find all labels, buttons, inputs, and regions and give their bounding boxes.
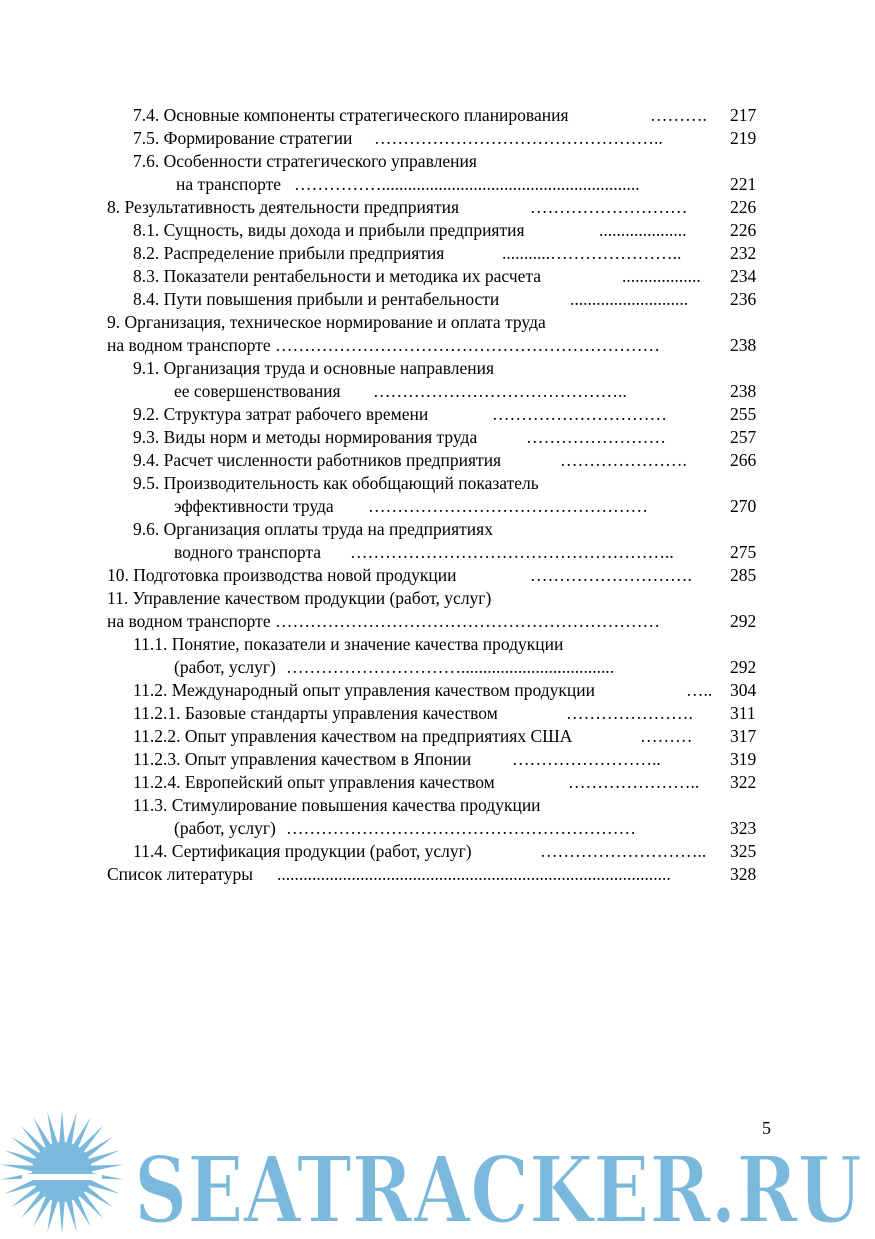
toc-entry-title: 11.2.1. Базовые стандарты управления качеством [133,703,498,723]
toc-entry [0,495,875,517]
toc-entry-title: 9.4. Расчет численности работников предприятия [133,450,502,470]
toc-entry [0,288,875,310]
toc-entry [0,564,875,586]
toc-entry-title: 9.3. Виды норм и методы нормирования труда [133,427,478,447]
toc-entry-title: 11.3. Стимулирование повышения качества продукции [133,795,541,815]
toc-entry [0,357,875,379]
toc-entry-page: 234 [730,266,757,286]
toc-entry [0,104,875,126]
toc-entry-title: 8. Результативность деятельности предприятия [107,197,460,217]
toc-entry [0,173,875,195]
toc-entry-page: 319 [730,749,757,769]
toc-entry [0,265,875,287]
toc-entry-title: на водном транспорте [107,611,271,631]
toc-entry [0,196,875,218]
toc-entry-page: 238 [730,335,757,355]
toc-entry-title: водного транспорта [174,542,322,562]
toc-entry-page: 221 [730,174,757,194]
toc-entry-title: 7.4. Основные компоненты стратегического планирования [133,105,569,125]
toc-entry [0,817,875,839]
toc-entry-title: 11.4. Сертификация продукции (работ, услуг) [133,841,472,861]
toc-entry-leader: ………. [650,105,707,125]
toc-entry [0,449,875,471]
toc-entry-title: 7.6. Особенности стратегического управления [133,151,477,171]
toc-entry-page: 285 [730,565,757,585]
toc-entry-title: 7.5. Формирование стратегии [133,128,353,148]
toc-entry-page: 304 [730,680,757,700]
toc-entry-title: 8.3. Показатели рентабельности и методика их расчета [133,266,542,286]
toc-entry-title: 8.1. Сущность, виды дохода и прибыли предприятия [133,220,525,240]
page-number: 5 [762,1118,771,1138]
toc-entry-page: 238 [730,381,757,401]
toc-entry-leader: .................... [599,220,687,240]
toc-entry [0,334,875,356]
toc-entry-leader: …………………………................................... [286,657,615,677]
toc-entry [0,518,875,540]
toc-entry-leader: ……………………….. [540,841,707,861]
toc-entry-page: 323 [730,818,757,838]
toc-entry-page: 255 [730,404,757,424]
toc-entry-title: 10. Подготовка производства новой продукции [107,565,457,585]
toc-entry-page: 317 [730,726,757,746]
toc-entry-page: 236 [730,289,757,309]
toc-entry [0,656,875,678]
toc-entry-page: 292 [730,657,757,677]
toc-entry-leader: ….. [686,680,713,700]
toc-entry [0,840,875,862]
toc-entry [0,610,875,632]
toc-entry-leader: …………………………………………………… [286,818,636,838]
sun-core [32,1142,92,1202]
toc-entry-leader: …………………… [526,427,666,447]
toc-entry-page: 232 [730,243,757,263]
toc-entry-leader: ……… [640,726,693,746]
watermark-logo [0,1102,875,1232]
toc-entry-title: 9.2. Структура затрат рабочего времени [133,404,429,424]
toc-entry [0,541,875,563]
toc-entry-leader: ………………………………………….. [374,128,663,148]
toc-entry-title: 9.6. Организация оплаты труда на предприятиях [133,519,493,539]
toc-entry-page: 226 [730,197,757,217]
toc-entry-leader: …………………………………….. [373,381,627,401]
toc-entry-leader: ………………………. [530,565,692,585]
toc-entry-leader: ………………………………………………………… [275,611,660,631]
toc-entry-title: 11.1. Понятие, показатели и значение качества продукции [133,634,564,654]
toc-entry [0,702,875,724]
toc-entry [0,679,875,701]
toc-entry-title: эффективности труда [174,496,334,516]
toc-entry-leader: …………………. [566,703,693,723]
toc-entry-leader: ……………........................................................... [294,174,640,194]
toc-entry-leader: ………………………………………………………… [275,335,660,355]
toc-entry-leader: …………………….. [512,749,661,769]
toc-entry-title: 9.5. Производительность как обобщающий показатель [133,473,539,493]
toc-entry-page: 292 [730,611,757,631]
toc-entry-page: 270 [730,496,757,516]
sun-horizon [22,1174,102,1180]
toc-entry [0,403,875,425]
toc-entry-title: Список литературы [107,864,254,884]
toc-entry [0,587,875,609]
toc-entry-leader: ………………………………………… [368,496,648,516]
toc-entry-title: 8.4. Пути повышения прибыли и рентабельности [133,289,500,309]
toc-entry-page: 257 [730,427,757,447]
toc-entry-leader: .................. [622,266,701,286]
toc-entry-leader: ………………….. [568,772,700,792]
toc-entry [0,748,875,770]
toc-entry-title: 11.2.3. Опыт управления качеством в Японии [133,749,472,769]
toc-entry-title: 8.2. Распределение прибыли предприятия [133,243,445,263]
toc-entry [0,380,875,402]
toc-entry [0,794,875,816]
toc-entry-page: 217 [730,105,757,125]
toc-entry [0,633,875,655]
toc-entry-title: на транспорте [176,174,282,194]
watermark-text: SEATRACKER.RU [134,1136,862,1232]
toc-entry-page: 226 [730,220,757,240]
toc-entry-title: на водном транспорте [107,335,271,355]
toc-entry-page: 325 [730,841,757,861]
toc-entry-title: 9. Организация, техническое нормирование и оплата труда [107,312,546,332]
toc-entry [0,472,875,494]
toc-entry [0,242,875,264]
toc-entry [0,150,875,172]
toc-entry-leader: ……………………………………………….. [350,542,674,562]
toc-entry-page: 322 [730,772,757,792]
toc-entry-title: 11.2. Международный опыт управления качеством продукции [133,680,596,700]
toc-entry-title: 11.2.4. Европейский опыт управления качеством [133,772,495,792]
toc-entry-leader: ...........………………….. [502,243,682,263]
toc-entry-page: 275 [730,542,757,562]
toc-entry [0,863,875,885]
toc-entry-title: ее совершенствования [174,381,341,401]
toc-entry-title: (работ, услуг) [174,818,276,838]
toc-entry-leader: ........................... [570,289,689,309]
sun-icon [1,1110,124,1232]
toc-entry [0,219,875,241]
toc-entry-page: 219 [730,128,757,148]
toc-entry-title: 9.1. Организация труда и основные направления [133,358,495,378]
toc-entry [0,127,875,149]
toc-entry-leader: …………………. [560,450,687,470]
toc-entry [0,426,875,448]
toc-entry-leader: ……………………… [530,197,688,217]
toc-entry [0,771,875,793]
toc-entry-title: 11. Управление качеством продукции (работ, услуг) [107,588,492,608]
toc-entry-page: 311 [730,703,756,723]
toc-entry [0,725,875,747]
toc-entry-leader: .......................................................................................... [277,864,671,884]
toc-entry-page: 328 [730,864,757,884]
toc-entry [0,311,875,333]
toc-entry-title: (работ, услуг) [174,657,276,677]
toc-entry-title: 11.2.2. Опыт управления качеством на предприятиях США [133,726,573,746]
toc-entry-page: 266 [730,450,757,470]
toc-entry-leader: ………………………… [492,404,667,424]
